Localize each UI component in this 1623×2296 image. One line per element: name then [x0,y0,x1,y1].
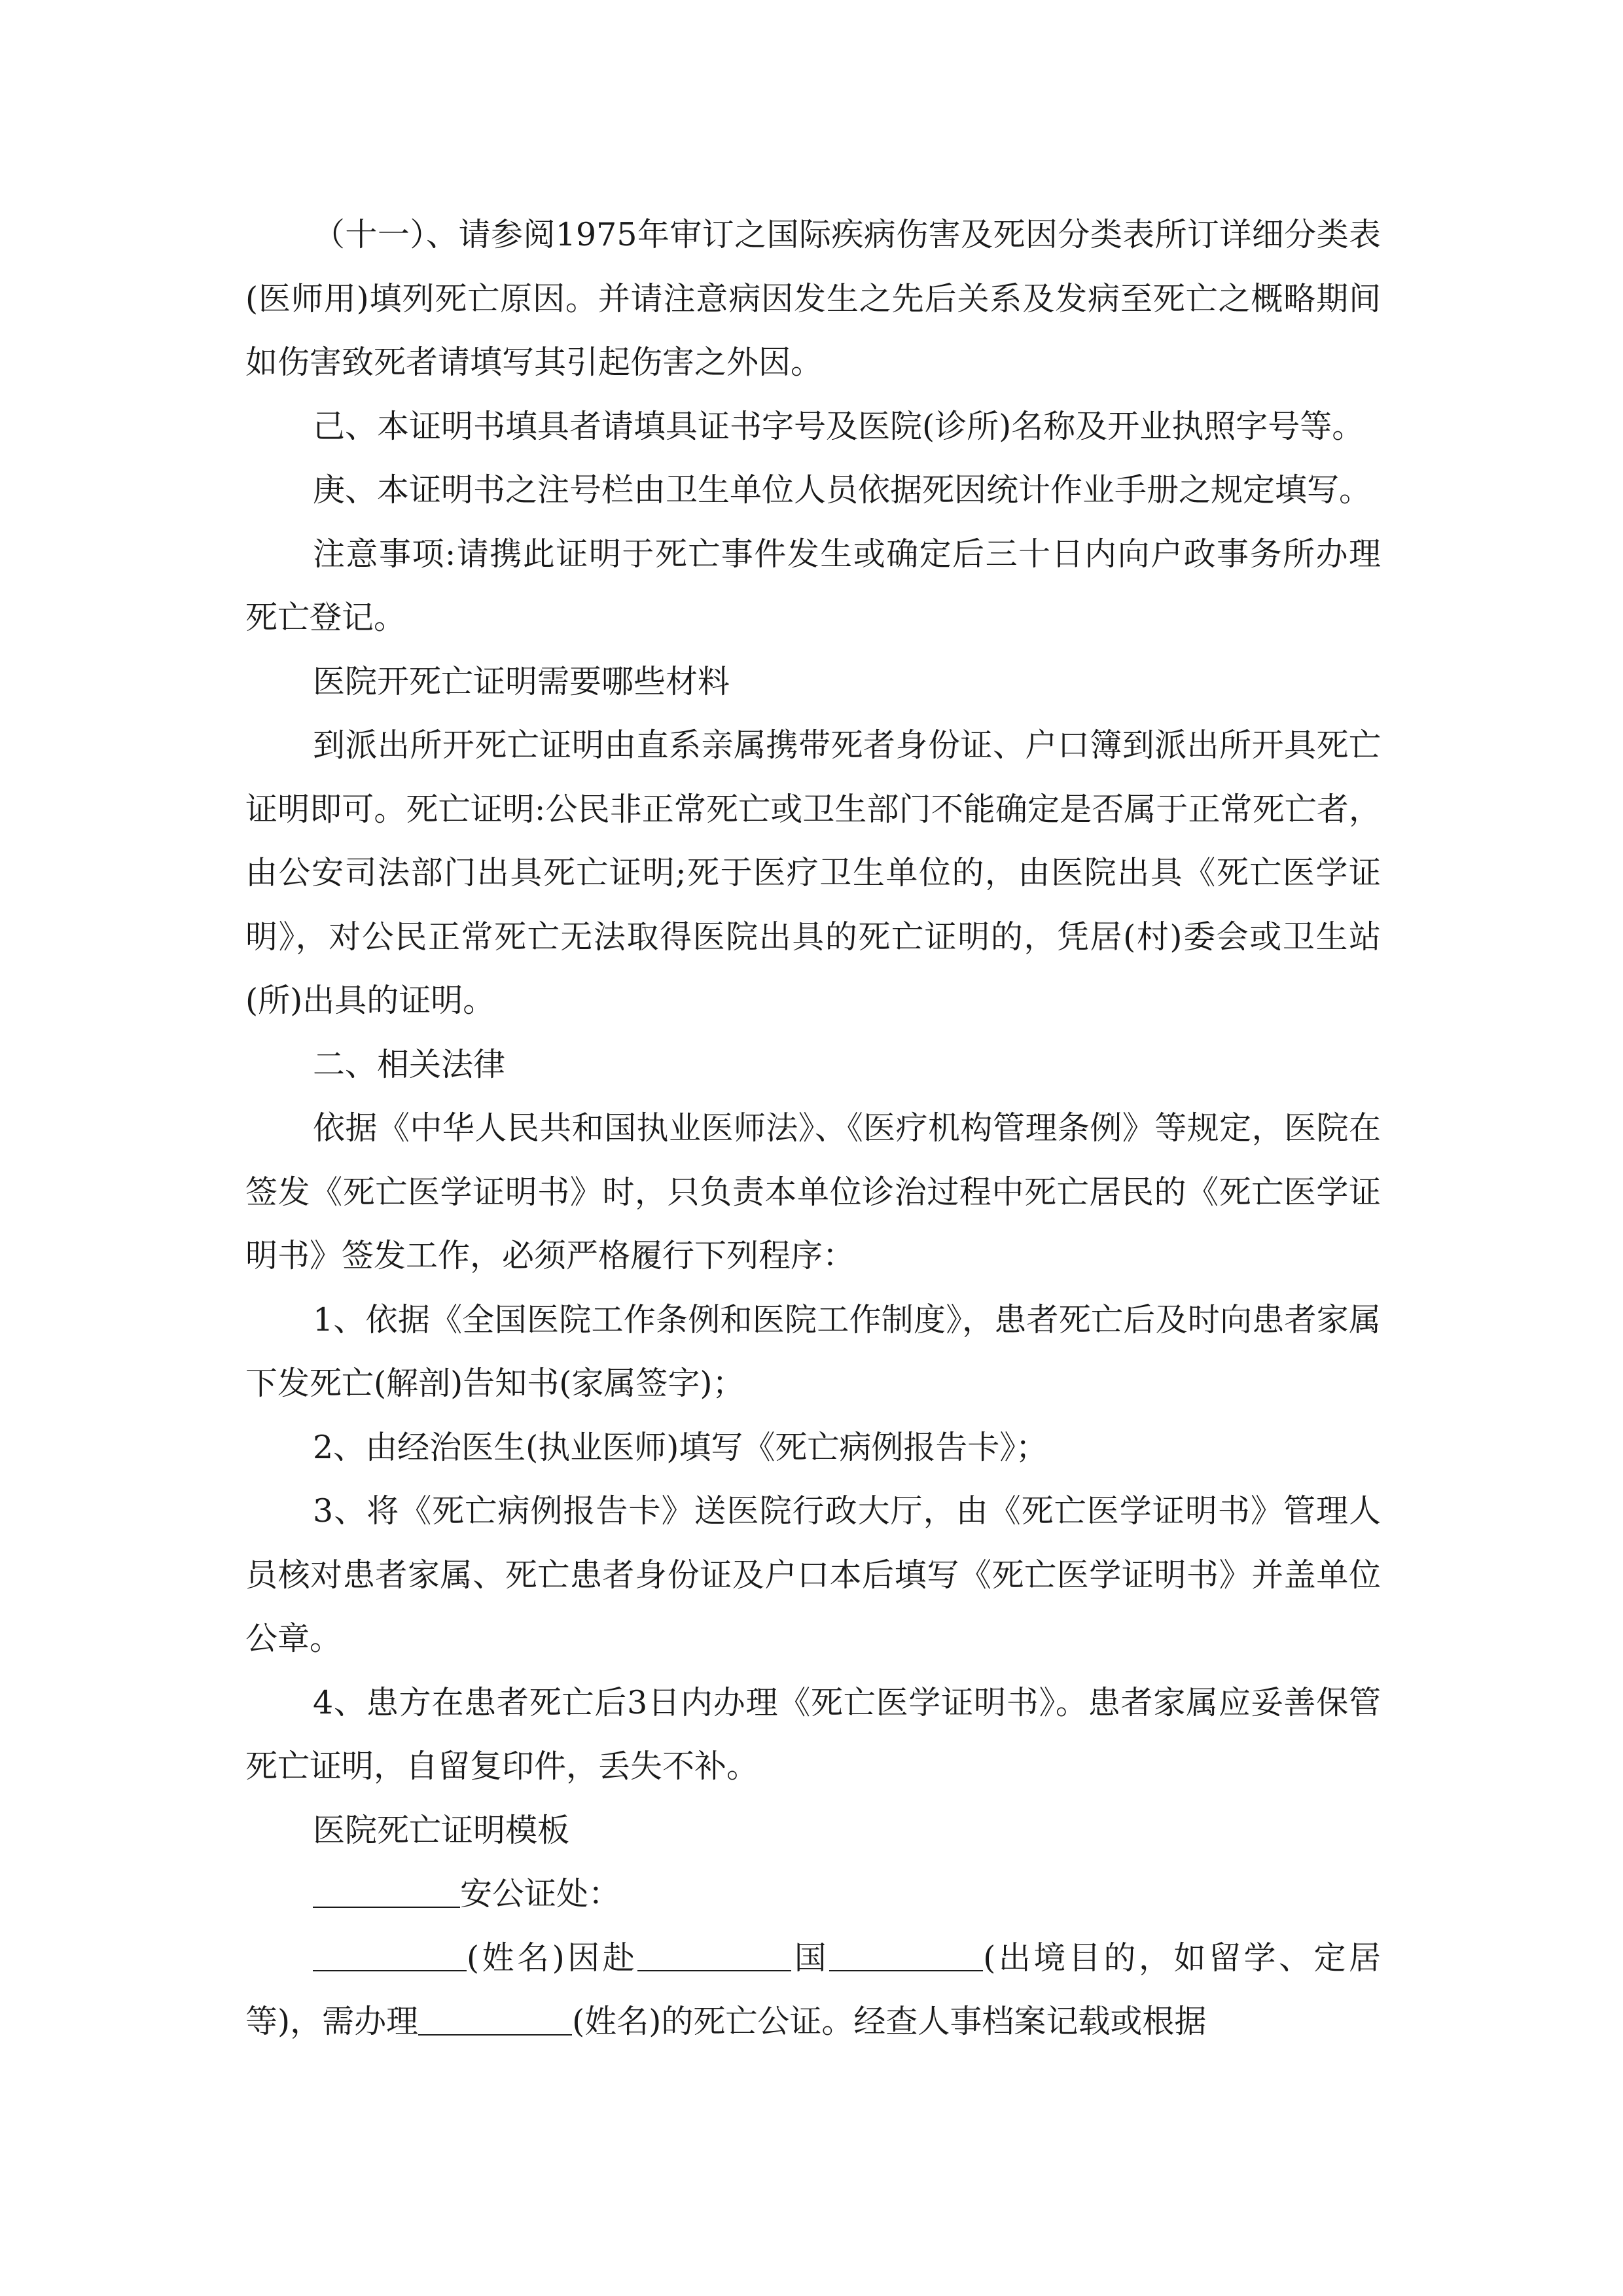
section-heading-template: 医院死亡证明模板 [313,1811,570,1849]
paragraph-materials: 到派出所开死亡证明由直系亲属携带死者身份证、户口簿到派出所开具死亡证明即可。死亡证明:公民非正常死亡或卫生部门不能确定是否属于正常死亡者，由公安司法部门出具死亡证明;死于医疗卫生单位的，由医院出具《死亡医学证明》，对公民正常死亡无法取得医院出具的死亡证明的，凭居(村)委会或卫生站(所)出具的证明。 [245,726,1381,1019]
template-body-paragraph [245,1926,1381,2054]
paragraph-laws: 依据《中华人民共和国执业医师法》、《医疗机构管理条例》等规定，医院在签发《死亡医学证明书》时，只负责本单位诊治过程中死亡居民的《死亡医学证明书》签发工作，必须严格履行下列程序： [245,1109,1381,1274]
blank-field-purpose [829,1938,983,1971]
list-item-step-4: 4、患方在患者死亡后3日内办理《死亡医学证明书》。患者家属应妥善保管死亡证明，自留复印件，丢失不补。 [245,1683,1381,1785]
list-item-step-1: 1、依据《全国医院工作条例和医院工作制度》，患者死亡后及时向患者家属下发死亡(解剖)告知书(家属签字)； [245,1300,1381,1402]
paragraph-registration-field: 庚、本证明书之注号栏由卫生单位人员依据死因统计作业手册之规定填写。 [313,471,1372,509]
blank-field-deceased-name [418,2002,572,2036]
template-text-purpose: (出境目的，如留学、定居等)，需办理 [245,1939,1381,2040]
blank-field-country [637,1938,791,1971]
list-item-step-3: 3、将《死亡病例报告卡》送医院行政大厅，由《死亡医学证明书》管理人员核对患者家属、死亡患者身份证及户口本后填写《死亡医学证明书》并盖单位公章。 [245,1492,1381,1657]
blank-field-notary-office [313,1874,460,1908]
section-heading-laws: 二、相关法律 [313,1045,506,1083]
section-heading-materials: 医院开死亡证明需要哪些材料 [313,662,730,700]
template-text-country: 国 [791,1939,830,1977]
blank-field-applicant-name [313,1938,467,1971]
list-item-step-2: 2、由经治医生(执业医师)填写《死亡病例报告卡》； [313,1428,1048,1466]
template-addressee-text: 安公证处： [460,1875,621,1912]
paragraph-certifier-info: 己、本证明书填具者请填具证书字号及医院(诊所)名称及开业执照字号等。 [313,407,1364,445]
template-addressee-line [245,1862,1381,1926]
template-text-going-to: (姓名)因赴 [467,1939,638,1977]
template-text-deceased: (姓名)的死亡公证。经查人事档案记载或根据 [572,2003,1207,2040]
paragraph-cause-of-death-guidance: （十一）、请参阅1975年审订之国际疾病伤害及死因分类表所订详细分类表(医师用)填列死亡原因。并请注意病因发生之先后关系及发病至死亡之概略期间如伤害致死者请填写其引起伤害之外因。 [245,216,1381,381]
paragraph-notice: 注意事项:请携此证明于死亡事件发生或确定后三十日内向户政事务所办理死亡登记。 [245,535,1381,636]
document-body [245,203,1381,2054]
